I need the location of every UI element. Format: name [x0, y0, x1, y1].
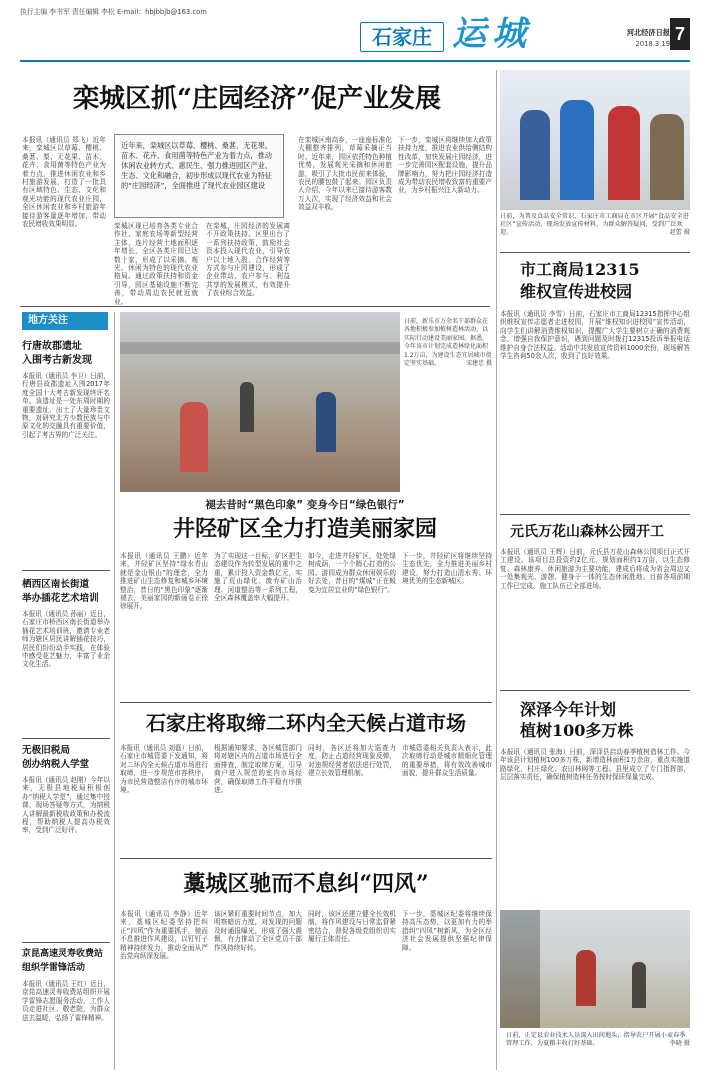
left2-title-line2: 举办插花艺术培训: [22, 593, 99, 604]
story3-body-col3: 同时，该区还建立健全长效机制，将作风建设与日常监督紧密结合，督促各级党组织切实履行主体责任。: [308, 910, 396, 944]
news3-body: 本报讯（通讯员 张海）日前，深泽县启动春季植树造林工作。今年该县计划植树100多万株，新增造林面积1万余亩，重点实施道路绿化、村庄绿化、农田林网等工程。县里成立了专门指挥部，层层落实责任，确保植树造林任务按时保质保量完成。: [500, 748, 690, 782]
column-rule: [496, 70, 497, 1070]
paper-name: 河北经济日报: [626, 28, 670, 37]
feature-body-col4: 下一步，井陉矿区将继续坚持生态优先，全力推进美丽乡村建设，努力打造山清水秀、环境优美的生态新城区。: [402, 552, 492, 586]
story2-headline: 石家庄将取缔二环内全天候占道市场: [146, 711, 466, 735]
story3-body-col4: 下一步，藁城区纪委将继续保持高压态势，以更加有力的举措纠“四风”树新风，为全区经济社会发展提供坚强纪律保障。: [402, 910, 492, 952]
news1-title-line2: 维权宣传进校园: [520, 282, 633, 301]
lead-text-col5: 下一步，栾城区将继续加大政策扶持力度，推进农业供给侧结构性改革，加快发展庄园经济，进一步完善园区配套设施，提升品牌影响力，努力把庄园经济打造成为带动农民增收致富的重要产业，为乡村振兴注入新动力。: [398, 136, 492, 195]
header-rule: [20, 60, 690, 62]
left1-title-line2: 入围考古新发现: [22, 355, 92, 366]
divider: [22, 570, 110, 571]
divider: [500, 514, 690, 515]
story3-body-col1: 本报讯（通讯员 李静）近年来，藁城区纪委坚持把纠正“四风”作为重要抓手，驰而不息推进作风建设，以钉钉子精神持续发力，推动全面从严治党向纵深发展。: [120, 910, 208, 961]
feature-body-col3: 如今，走进井陉矿区，处处绿树成荫，一个个精心打造的公园、游园成为群众休闲娱乐的好去处，昔日的“煤城”正在蜕变为宜居宜业的“绿色银行”。: [308, 552, 396, 594]
feature-photo-caption-text: 日前，新乐市万余名干部群众在各地积极参加植树造林活动，以实际行动建设美丽家园。据悉，今年该市计划完成造林绿化面积1.2万亩，为建设生态宜居城市奠定坚实基础。: [404, 318, 492, 368]
left1-body: 本报讯（通讯员 李卫）日前，行唐县故郡遗址入围2017年度全国十大考古新发现终评名单。该遗址是一处东周时期的重要遗址，出土了大量珍贵文物，对研究北方少数民族与中原文化的交融具有重要价值，引起了考古界的广泛关注。: [22, 372, 110, 439]
left4-title-line1: 京昆高速灵寿收费站: [22, 949, 104, 959]
feature-headline: 井陉矿区全力打造美丽家园: [172, 516, 437, 542]
left2-title-line1: 栖西区南长街道: [22, 579, 90, 590]
photo-bottom-caption: [506, 1032, 690, 1066]
left3-title-line1: 无极旧税局: [22, 745, 70, 756]
feature-body-col2: 为了实现这一目标，矿区把生态建设作为转型发展的重中之重，累计投入资金数亿元，实施了荒山绿化、废弃矿山治理、河道整治等一系列工程，全区森林覆盖率大幅提升。: [214, 552, 302, 603]
section-logo: 运城: [452, 14, 532, 54]
person-figure: [576, 950, 596, 1006]
left4-title-line2: 组织学雷锋活动: [22, 963, 86, 973]
tree-line: [120, 342, 400, 354]
left2-body: 本报讯（通讯员 孙丽）近日，石家庄市桥西区南长街道举办插花艺术培训班，邀请专业老师为辖区居民讲解插花技巧，居民们纷纷动手实践，在体验中感受花艺魅力，丰富了业余文化生活。: [22, 610, 110, 669]
city-name: 石家庄: [372, 25, 432, 49]
photo-bottom-author: 李晓 摄: [669, 1040, 690, 1047]
photo-bottom-caption-text: 日前，正定县农业技术人员深入田间地头，指导农户开展小麦春季管理工作，为夏粮丰收打好基础。: [506, 1032, 686, 1047]
lead-text-col3: 在栾城，庄园经济的发展离不开政策扶持。区里出台了一系列扶持政策，鼓励社会资本投入现代农业，引导农户以土地入股、合作经营等方式参与庄园建设，形成了企业带动、农户参与、利益共享的发展模式，有效提升了农业综合效益。: [206, 222, 290, 298]
photo-top-caption-text: 日前，为普及食品安全常识，石家庄市工商局在市区开展“食品安全进社区”宣传活动，现场发放宣传材料，为群众解答疑问，受到广泛欢迎。: [500, 213, 689, 236]
story3-headline: 藁城区驰而不息纠“四风”: [183, 871, 429, 897]
divider: [500, 252, 690, 253]
local-focus-tag: 地方关注: [22, 312, 108, 330]
divider: [120, 858, 492, 859]
photo-top-caption: [500, 213, 690, 247]
feature-subtitle: 褪去昔时“黑色印象” 变身今日“绿色银行”: [205, 499, 405, 511]
feature-photo-caption: [404, 318, 492, 488]
divider: [22, 942, 110, 943]
photo-top-author: 赵蕾 摄: [669, 229, 690, 236]
left3-body: 本报讯（通讯员 赵刚）今年以来，无极县地税局积极创办“纳税人学堂”，通过集中授课、现场答疑等方式，为纳税人讲解最新税收政策和办税流程，帮助纳税人提高办税效率，受到广泛好评。: [22, 776, 110, 835]
story2-body-col1: 本报讯（通讯员 刘磊）日前，石家庄市城管委下发通知，将对二环内全天候占道市场进行取缔，进一步规范市容秩序，为市民营造整洁有序的城市环境。: [120, 744, 208, 795]
news1-body: 本报讯（通讯员 李雪）日前，石家庄市工商局12315指挥中心组织维权宣传志愿者走进校园，开展“维权知识进校园”宣传活动，向学生们讲解消费维权知识，提醒广大学生要树立正确的消费观念，增强自我保护意识，遇到问题及时拨打12315投诉举报电话维护自身合法权益。活动中共发放宣传资料1000余份，现场解答学生咨询50余人次，收到了良好效果。: [500, 310, 690, 361]
person-figure: [608, 106, 640, 200]
tree-line: [500, 910, 540, 1028]
divider: [22, 738, 110, 739]
left3-title-line2: 创办纳税人学堂: [22, 759, 90, 770]
lead-text-col1: 本报讯（通讯员 郑飞）近年来，栾城区以草莓、樱桃、桑葚、梨、无花果、苗木、花卉、食用菌等特色产业为着力点，推进休闲农业和乡村旅游发展，打造了一批具有区域特色、生态、文化和观光功能的现代农业庄园，全区休闲农业和乡村旅游年接待游客量逐年增加，带动农民增收效果明显。: [22, 136, 106, 229]
news3-title-line2: 植树100多万株: [520, 721, 634, 740]
lead-text-col2: 栾城区现已培育各类专业合作社、家庭农场等新型经营主体，连片经营土地面积逐年增长，全区各类庄园已达数十家，形成了以采摘、观光、休闲为特色的现代农业格局。通过政策扶持和资金引导，园区基础设施不断完善，带动周边农民就近就业。: [114, 222, 198, 306]
news1-title-line1: 市工商局12315: [520, 260, 640, 279]
story2-body-col2: 根据通知要求，各区城管部门将对辖区内的占道市场进行全面排查，制定取缔方案，引导商户进入规范的室内市场经营，确保取缔工作平稳有序推进。: [214, 744, 302, 795]
person-figure: [180, 402, 208, 472]
person-figure: [240, 382, 254, 432]
story2-body-col3: 同时，各区还将加大巡查力度，防止占道经营现象反弹，对违规经营者依法进行处罚，建立长效管理机制。: [308, 744, 396, 778]
news2-body: 本报讯（通讯员 王辉）日前，元氏县万花山森林公园项目正式开工建设。该项目总投资约2亿元，规划面积约1万亩，以生态修复、森林康养、休闲旅游为主要功能，建成后将成为省会周边又一处集观光、游憩、健身于一体的生态休闲胜地。目前各项前期工作已完成，施工队伍已全部进场。: [500, 548, 690, 590]
lead-intro-box: [114, 134, 284, 218]
person-figure: [316, 392, 336, 452]
story3-body-col2: 该区紧盯重要时间节点，加大明察暗访力度，对发现的问题及时通报曝光，形成了强大震慑，有力推动了全区党员干部作风持续好转。: [214, 910, 302, 952]
issue-date: 2018.3.19: [635, 40, 670, 48]
editor-credits: 执行主编 李书军 责任编辑 李松 E-mail：hbjbbjb@163.com: [20, 8, 207, 16]
divider: [20, 306, 490, 307]
person-figure: [632, 962, 646, 1008]
column-rule: [114, 312, 115, 1070]
left1-title-line1: 行唐故郡遗址: [22, 341, 82, 352]
lead-headline: 栾城区抓“庄园经济”促产业发展: [73, 84, 441, 114]
page-number: 7: [670, 18, 690, 50]
photo-top-right: [500, 70, 690, 210]
divider: [500, 690, 690, 691]
feature-photo-author: 宋建忠 摄: [466, 360, 492, 368]
left4-body: 本报讯（通讯员 王红）近日，京昆高速灵寿收费站组织开展学雷锋志愿服务活动，工作人员走进社区、敬老院，为群众送去温暖，弘扬了雷锋精神。: [22, 980, 110, 1022]
divider: [120, 702, 492, 703]
person-figure: [650, 114, 684, 200]
feature-body-col1: 本报讯（通讯员 王鹏）近年来，井陉矿区坚持“绿水青山就是金山银山”的理念，全力推进矿山生态修复和城乡环境整治，昔日的“黑色印象”逐渐褪去，美丽家园的新画卷正徐徐展开。: [120, 552, 208, 611]
feature-photo: [120, 312, 400, 492]
lead-intro: 近年来，栾城区以草莓、樱桃、桑葚、无花果、苗木、花卉、食用菌等特色产业为着力点，推动休闲农业转方式、惠民生、强力推进园区产业、生态、文化和融合，初步形成以现代农业为特征的“庄园经济”，全面推进了现代农业园区建设: [121, 141, 272, 190]
city-badge: [360, 22, 444, 52]
person-figure: [560, 100, 594, 200]
news3-title-line1: 深泽今年计划: [520, 700, 617, 719]
lead-text-col4: 在栾城区南高乡，一座座标准化大棚整齐排列，草莓采摘正当时。近年来，园区依托特色种植优势，发展观光采摘和休闲旅游，吸引了大批市民前来体验，农民的腰包鼓了起来。园区负责人介绍，今年以来已接待游客数万人次，实现了经济效益和社会效益双丰收。: [298, 136, 392, 212]
story2-body-col4: 市城管委相关负责人表示，此次取缔行动是城市精细化管理的重要举措，将有效改善城市面貌，提升群众生活质量。: [402, 744, 492, 778]
person-figure: [520, 110, 550, 200]
photo-bottom-right: [500, 910, 690, 1028]
news2-title: 元氏万花山森林公园开工: [510, 524, 664, 540]
